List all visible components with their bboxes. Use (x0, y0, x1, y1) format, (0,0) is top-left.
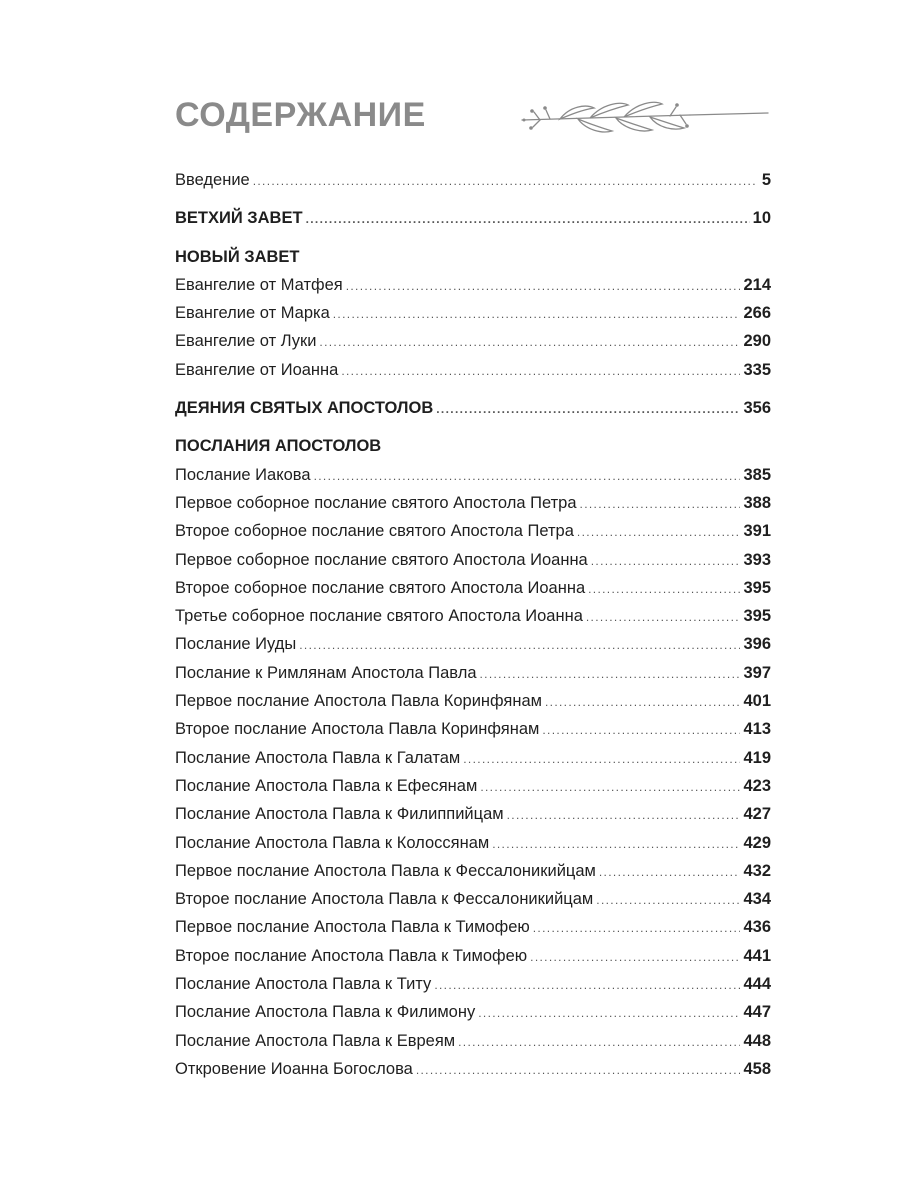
toc-entry[interactable] (175, 659, 771, 687)
entry-title: Послание Апостола Павла к Колоссянам (175, 833, 490, 852)
entry-page: 447 (743, 1003, 771, 1022)
entry-title: Второе послание Апостола Павла к Тимофею (175, 946, 528, 965)
entry-page: 429 (743, 833, 771, 852)
entry-page: 427 (743, 805, 771, 824)
entry-page: 444 (743, 975, 771, 994)
toc-entry[interactable] (175, 1027, 771, 1055)
entry-title: Второе послание Апостола Павла Коринфянам (175, 720, 540, 739)
entry-title: Евангелие от Матфея (175, 275, 343, 294)
entry-title: Послание Апостола Павла к Галатам (175, 748, 461, 767)
toc-entry[interactable] (175, 998, 771, 1026)
entry-title: Евангелие от Луки (175, 332, 317, 351)
entry-title: Послание Апостола Павла к Филимону (175, 1003, 476, 1022)
entry-title: Евангелие от Иоанна (175, 360, 339, 379)
toc-entry[interactable] (175, 602, 771, 630)
entry-page: 458 (743, 1059, 771, 1078)
entry-title: Послание Апостола Павла к Титу (175, 975, 432, 994)
entry-title: Послание Иакова (175, 465, 311, 484)
toc-entry-old-testament[interactable] (175, 204, 771, 232)
dot-leader (588, 575, 740, 603)
dot-leader (478, 999, 740, 1027)
entry-page: 5 (761, 171, 771, 189)
page-title: СОДЕРЖАНИЕ (175, 96, 426, 134)
section-heading-new-testament: НОВЫЙ ЗАВЕТ (175, 247, 300, 266)
toc-entry[interactable] (175, 687, 771, 715)
entry-title: Введение (175, 171, 250, 189)
toc-entry[interactable] (175, 942, 771, 970)
entry-title: Первое послание Апостола Павла к Фессалоникийцам (175, 861, 596, 880)
dot-leader (480, 660, 741, 688)
entry-page: 434 (743, 890, 771, 909)
toc-entry-intro[interactable] (175, 166, 771, 194)
dot-leader (599, 858, 741, 886)
dot-leader (314, 462, 741, 490)
toc-entry[interactable] (175, 1055, 771, 1083)
entry-title: ДЕЯНИЯ СВЯТЫХ АПОСТОЛОВ (175, 399, 434, 418)
dot-leader (530, 943, 740, 971)
entry-title: Послание Апостола Павла к Филиппийцам (175, 805, 504, 824)
entry-title: Послание Апостола Павла к Ефесянам (175, 776, 478, 795)
entry-title: Второе соборное послание святого Апостола Петра (175, 522, 574, 541)
entry-title: Второе соборное послание святого Апостола Иоанна (175, 578, 586, 597)
toc-entry[interactable] (175, 829, 771, 857)
entry-title: Послание к Римлянам Апостола Павла (175, 663, 477, 682)
entry-page: 393 (743, 550, 771, 569)
entry-page: 396 (743, 635, 771, 654)
entry-page: 290 (743, 332, 771, 351)
entry-title: Послание Апостола Павла к Евреям (175, 1031, 456, 1050)
toc-entry[interactable] (175, 299, 771, 327)
toc-entry[interactable] (175, 857, 771, 885)
section-heading-epistles: ПОСЛАНИЯ АПОСТОЛОВ (175, 437, 382, 456)
table-of-contents (175, 166, 771, 1083)
entry-title: Первое послание Апостола Павла к Тимофею (175, 918, 530, 937)
entry-page: 448 (743, 1031, 771, 1050)
toc-entry[interactable] (175, 574, 771, 602)
entry-title: Первое соборное послание святого Апостола Иоанна (175, 550, 588, 569)
dot-leader (416, 1056, 741, 1084)
dot-leader (586, 603, 741, 631)
entry-title: Откровение Иоанна Богослова (175, 1059, 413, 1078)
entry-title: ВЕТХИЙ ЗАВЕТ (175, 209, 303, 228)
dot-leader (545, 688, 740, 716)
entry-title: Второе послание Апостола Павла к Фессалоникийцам (175, 890, 594, 909)
dot-leader (492, 830, 740, 858)
dot-leader (596, 886, 740, 914)
dot-leader (533, 914, 741, 942)
dot-leader (591, 547, 741, 575)
dot-leader (319, 328, 740, 356)
dot-leader (299, 631, 740, 659)
entry-page: 423 (743, 776, 771, 795)
toc-entry-acts[interactable] (175, 394, 771, 422)
dot-leader (346, 272, 741, 300)
dot-leader (463, 745, 740, 773)
new-testament-list (175, 271, 771, 384)
toc-entry[interactable] (175, 970, 771, 998)
toc-entry[interactable] (175, 517, 771, 545)
dot-leader (458, 1028, 740, 1056)
entry-page: 388 (743, 493, 771, 512)
toc-entry[interactable] (175, 546, 771, 574)
entry-page: 391 (743, 522, 771, 541)
dot-leader (542, 716, 740, 744)
toc-entry[interactable] (175, 461, 771, 489)
toc-entry[interactable] (175, 800, 771, 828)
entry-page: 436 (743, 918, 771, 937)
dot-leader (480, 773, 740, 801)
entry-page: 10 (752, 209, 771, 228)
entry-page: 266 (743, 304, 771, 323)
dot-leader (333, 300, 741, 328)
epistles-list (175, 461, 771, 1084)
dot-leader (434, 971, 740, 999)
entry-title: Послание Иуды (175, 635, 297, 654)
toc-entry[interactable] (175, 489, 771, 517)
entry-title: Евангелие от Марка (175, 304, 330, 323)
entry-page: 401 (743, 692, 771, 711)
entry-page: 395 (743, 607, 771, 626)
entry-title: Первое послание Апостола Павла Коринфянам (175, 692, 542, 711)
toc-entry[interactable] (175, 715, 771, 743)
entry-page: 335 (743, 360, 771, 379)
toc-entry[interactable] (175, 271, 771, 299)
dot-leader (507, 801, 741, 829)
toc-entry[interactable] (175, 772, 771, 800)
entry-page: 356 (743, 399, 771, 418)
toc-entry[interactable] (175, 885, 771, 913)
toc-entry[interactable] (175, 356, 771, 384)
entry-page: 441 (743, 946, 771, 965)
dot-leader (436, 395, 740, 423)
entry-page: 413 (743, 720, 771, 739)
entry-page: 397 (743, 663, 771, 682)
entry-page: 214 (743, 275, 771, 294)
entry-title: Третье соборное послание святого Апостола Иоанна (175, 607, 583, 626)
toc-entry[interactable] (175, 630, 771, 658)
entry-page: 395 (743, 578, 771, 597)
entry-page: 419 (743, 748, 771, 767)
entry-title: Первое соборное послание святого Апостола Петра (175, 493, 577, 512)
dot-leader (253, 167, 759, 195)
leaf-branch-icon (520, 96, 770, 142)
toc-entry[interactable] (175, 913, 771, 941)
toc-entry[interactable] (175, 327, 771, 355)
dot-leader (306, 205, 750, 233)
entry-page: 385 (743, 465, 771, 484)
entry-page: 432 (743, 861, 771, 880)
toc-entry[interactable] (175, 744, 771, 772)
dot-leader (577, 518, 741, 546)
dot-leader (580, 490, 741, 518)
dot-leader (341, 357, 740, 385)
